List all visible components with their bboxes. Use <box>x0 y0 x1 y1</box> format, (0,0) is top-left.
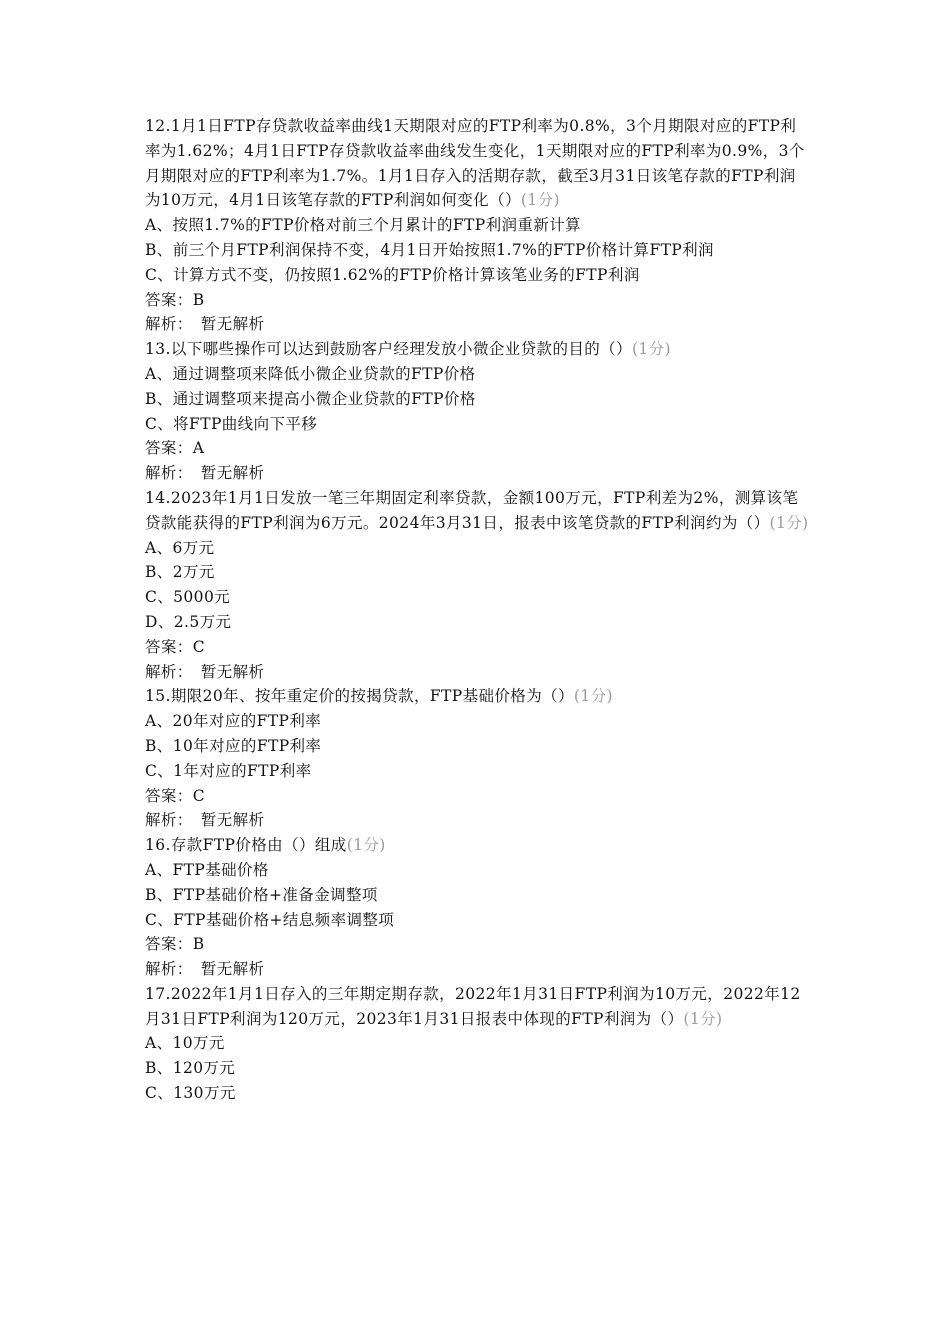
question-score: (1分) <box>573 687 613 706</box>
option-b: B、10年对应的FTP利率 <box>145 736 322 755</box>
option-a: A、按照1.7%的FTP价格对前三个月累计的FTP利润重新计算 <box>145 216 582 235</box>
option-c: C、5000元 <box>145 588 231 607</box>
answer: 答案：A <box>145 439 205 458</box>
question-stem: 14.2023年1月1日发放一笔三年期固定利率贷款，金额100万元，FTP利差为2%，测算该笔贷款能获得的FTP利润为6万元。2024年3月31日，报表中该笔贷款的FTP利润约为（）(1分) <box>145 488 809 532</box>
question-16 <box>145 833 810 982</box>
option-c: C、FTP基础价格+结息频率调整项 <box>145 910 395 929</box>
option-c: C、计算方式不变，仍按照1.62%的FTP价格计算该笔业务的FTP利润 <box>145 265 640 284</box>
option-b: B、120万元 <box>145 1059 236 1078</box>
answer: 答案：C <box>145 637 205 656</box>
option-a: A、10万元 <box>145 1034 225 1053</box>
question-score: (1分) <box>631 340 672 359</box>
option-c: C、130万元 <box>145 1084 236 1103</box>
question-score: (1分) <box>346 836 386 855</box>
question-score: (1分) <box>683 1009 723 1028</box>
question-17 <box>145 982 810 1106</box>
analysis: 解析： 暂无解析 <box>145 960 265 979</box>
analysis: 解析： 暂无解析 <box>145 464 265 483</box>
question-stem: 13.以下哪些操作可以达到鼓励客户经理发放小微企业贷款的目的（）(1分) <box>145 340 672 359</box>
answer: 答案：B <box>145 935 205 954</box>
question-list <box>145 114 810 1106</box>
option-a: A、6万元 <box>145 538 215 557</box>
analysis: 解析： 暂无解析 <box>145 811 265 830</box>
question-score: (1分) <box>769 513 809 532</box>
option-c: C、将FTP曲线向下平移 <box>145 414 318 433</box>
option-a: A、20年对应的FTP利率 <box>145 712 322 731</box>
option-a: A、FTP基础价格 <box>145 860 269 879</box>
analysis: 解析： 暂无解析 <box>145 315 265 334</box>
option-b: B、2万元 <box>145 563 215 582</box>
question-score: (1分) <box>520 191 560 210</box>
question-15 <box>145 684 810 833</box>
question-stem: 12.1月1日FTP存贷款收益率曲线1天期限对应的FTP利率为0.8%，3个月期限对应的FTP利率为1.62%；4月1日FTP存贷款收益率曲线发生变化，1天期限对应的FTP利率为0.9%，3个月期限对应的FTP利率为1.7%。1月1日存入的活期存款，截至3月31日该笔存款的FTP利润为10万元，4月1日该笔存款的FTP利润如何变化（）(1分) <box>145 117 805 210</box>
question-13 <box>145 337 810 486</box>
analysis: 解析： 暂无解析 <box>145 662 265 681</box>
question-12 <box>145 114 810 337</box>
option-c: C、1年对应的FTP利率 <box>145 761 312 780</box>
option-b: B、FTP基础价格+准备金调整项 <box>145 885 378 904</box>
question-stem: 15.期限20年、按年重定价的按揭贷款，FTP基础价格为（）(1分) <box>145 687 613 706</box>
option-b: B、通过调整项来提高小微企业贷款的FTP价格 <box>145 389 476 408</box>
option-d: D、2.5万元 <box>145 612 232 631</box>
answer: 答案：B <box>145 290 205 309</box>
question-stem: 16.存款FTP价格由（）组成(1分) <box>145 836 386 855</box>
answer: 答案：C <box>145 786 205 805</box>
question-14 <box>145 486 810 684</box>
question-stem: 17.2022年1月1日存入的三年期定期存款，2022年1月31日FTP利润为10万元，2022年12月31日FTP利润为120万元，2023年1月31日报表中体现的FTP利润为（）(1分) <box>145 984 801 1028</box>
option-a: A、通过调整项来降低小微企业贷款的FTP价格 <box>145 364 476 383</box>
option-b: B、前三个月FTP利润保持不变，4月1日开始按照1.7%的FTP价格计算FTP利润 <box>145 240 714 259</box>
